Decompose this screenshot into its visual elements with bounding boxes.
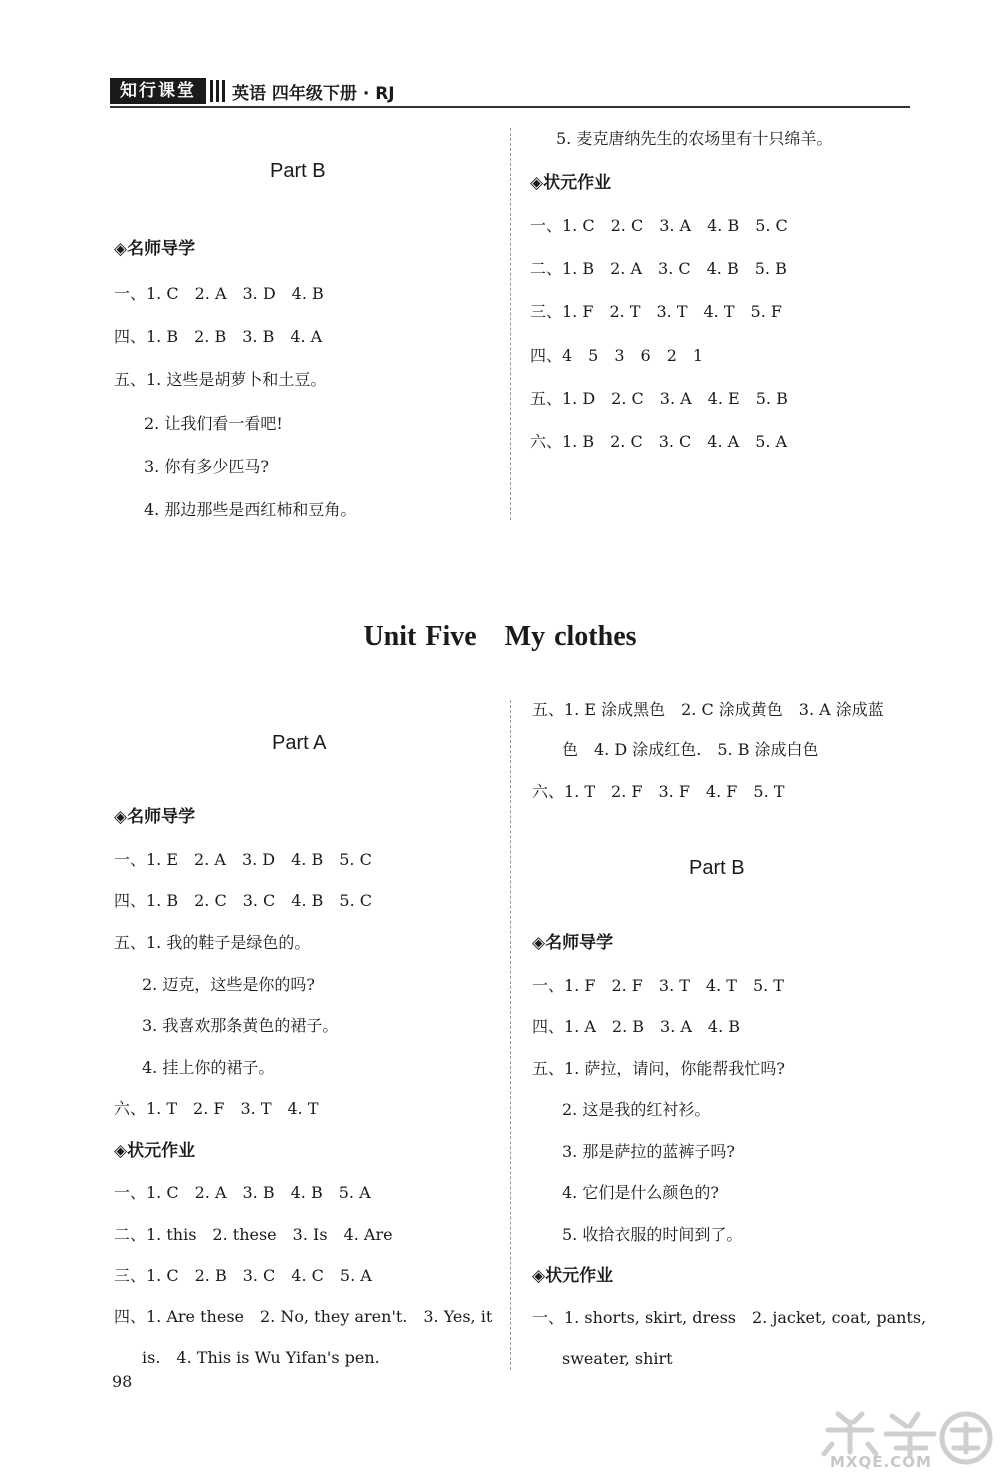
answer-line: 四、1. A 2. B 3. A 4. B xyxy=(532,1017,741,1036)
answer-line: 3. 你有多少匹马? xyxy=(144,457,269,476)
answer-line: 二、1. B 2. A 3. C 4. B 5. B xyxy=(530,259,787,278)
answer-line: 三、1. C 2. B 3. C 4. C 5. A xyxy=(114,1266,372,1285)
answer-line: 五、1. D 2. C 3. A 4. E 5. B xyxy=(530,389,788,408)
section-heading-guide: ◈名师导学 xyxy=(114,807,196,827)
answer-line: 六、1. T 2. F 3. T 4. T xyxy=(114,1099,319,1118)
answer-line: 四、1. B 2. C 3. C 4. B 5. C xyxy=(114,891,373,910)
section-heading-guide: ◈名师导学 xyxy=(532,933,614,953)
answer-line: 2. 让我们看一看吧! xyxy=(144,414,283,433)
answer-line: 4. 挂上你的裙子。 xyxy=(142,1058,275,1077)
answer-line: 二、1. this 2. these 3. Is 4. Are xyxy=(114,1225,393,1244)
answer-line: 3. 我喜欢那条黄色的裙子。 xyxy=(142,1016,339,1035)
answer-line: 五、1. E 涂成黑色 2. C 涂成黄色 3. A 涂成蓝 xyxy=(532,700,884,719)
answer-line: 六、1. B 2. C 3. C 4. A 5. A xyxy=(530,432,788,451)
page-number: 98 xyxy=(112,1372,133,1391)
answer-line: is. 4. This is Wu Yifan's pen. xyxy=(142,1348,380,1367)
section-heading-guide: ◈名师导学 xyxy=(114,239,196,259)
answer-line: 四、1. B 2. B 3. B 4. A xyxy=(114,327,323,346)
part-b-heading-top: Part B xyxy=(270,160,326,182)
answer-line: 一、1. C 2. C 3. A 4. B 5. C xyxy=(530,216,788,235)
answer-line: 一、1. C 2. A 3. B 4. B 5. A xyxy=(114,1183,371,1202)
watermark-text: MXQE.COM xyxy=(830,1453,932,1471)
page-header xyxy=(110,78,910,106)
answer-line: sweater, shirt xyxy=(562,1349,673,1368)
column-divider-top xyxy=(510,128,511,520)
answer-line: 3. 那是萨拉的蓝裤子吗? xyxy=(562,1142,735,1161)
answer-line: 一、1. C 2. A 3. D 4. B xyxy=(114,284,324,303)
unit-title: Unit Five My clothes xyxy=(363,621,637,652)
header-title: 英语 四年级下册 · RJ xyxy=(232,84,395,104)
answer-line: 2. 这是我的红衬衫。 xyxy=(562,1100,711,1119)
answer-line: 一、1. E 2. A 3. D 4. B 5. C xyxy=(114,850,372,869)
column-divider-bottom xyxy=(510,700,511,1370)
answer-line: 4. 它们是什么颜色的? xyxy=(562,1183,719,1202)
answer-line: 三、1. F 2. T 3. T 4. T 5. F xyxy=(530,302,782,321)
answer-line: 五、1. 这些是胡萝卜和土豆。 xyxy=(114,370,327,389)
answer-line: 4. 那边那些是西红柿和豆角。 xyxy=(144,500,357,519)
answer-line: 2. 迈克，这些是你的吗? xyxy=(142,975,315,994)
answer-line: 四、1. Are these 2. No, they aren't. 3. Yes, it xyxy=(114,1307,493,1326)
brand-logo: 知行课堂 xyxy=(110,78,206,104)
answer-line: 六、1. T 2. F 3. F 4. F 5. T xyxy=(532,782,785,801)
header-bars-icon xyxy=(210,80,228,102)
answer-line: 一、1. F 2. F 3. T 4. T 5. T xyxy=(532,976,784,995)
answer-line: 四、4 5 3 6 2 1 xyxy=(530,346,704,365)
answer-line: 5. 收拾衣服的时间到了。 xyxy=(562,1225,743,1244)
answer-line: 五、1. 我的鞋子是绿色的。 xyxy=(114,933,311,952)
section-heading-homework: ◈状元作业 xyxy=(114,1141,196,1161)
part-a-heading: Part A xyxy=(272,732,327,754)
answer-line: 5. 麦克唐纳先生的农场里有十只绵羊。 xyxy=(556,129,833,148)
answer-line: 五、1. 萨拉，请问，你能帮我忙吗? xyxy=(532,1059,785,1078)
answer-line: 一、1. shorts, skirt, dress 2. jacket, coat, pants, xyxy=(532,1308,927,1327)
answer-line: 色 4. D 涂成红色. 5. B 涂成白色 xyxy=(562,740,819,759)
part-b-heading-bottom: Part B xyxy=(689,857,745,879)
section-heading-homework: ◈状元作业 xyxy=(530,173,612,193)
header-rule xyxy=(110,106,910,108)
section-heading-homework: ◈状元作业 xyxy=(532,1266,614,1286)
